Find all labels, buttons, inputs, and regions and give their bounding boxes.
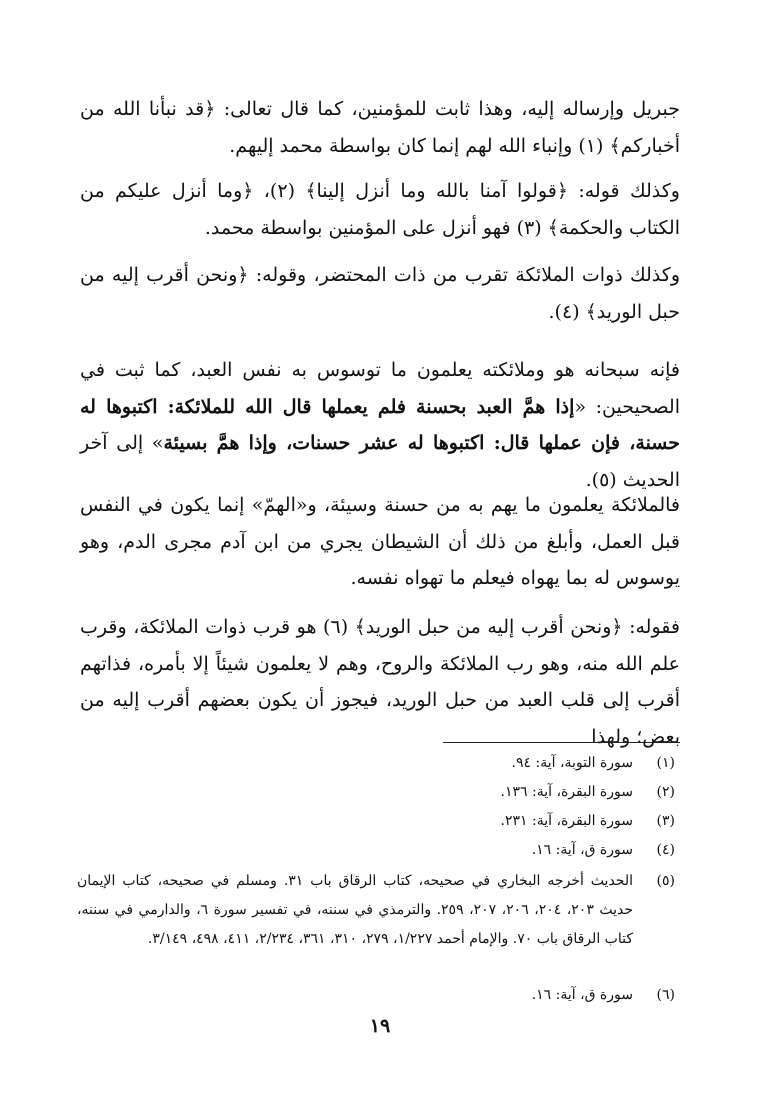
footnote-number: (٦)	[656, 987, 675, 1003]
paragraph-6-text: فقوله: ﴿ونحن أقرب إليه من حبل الوريد﴾ (٦) هو قرب ذوات الملائكة، وقرب علم الله منه، وهو رب الملائكة والروح، وهم لا يعلمون شيئاً إلا بأمره، فذاتهم أقرب إلى قلب العبد من حبل الوريد، فيجوز أن يكون بعضهم أقرب إليه من بعض؛ ولهذا	[80, 616, 680, 748]
footnote-6	[75, 981, 675, 1010]
page-number: ١٩	[369, 1015, 391, 1037]
paragraph-5-text: فالملائكة يعلمون ما يهم به من حسنة وسيئة، و«الهمّ» إنما يكون في النفس قبل العمل، وأبلغ من ذلك أن الشيطان يجري من ابن آدم مجرى الدم، وهو يوسوس له بما يهواه فيعلم ما تهواه نفسه.	[80, 494, 680, 589]
paragraph-6	[80, 609, 680, 755]
paragraph-3-text: وكذلك ذوات الملائكة تقرب من ذات المحتضر، وقوله: ﴿ونحن أقرب إليه من حبل الوريد﴾ (٤).	[80, 264, 680, 323]
footnote-number: (٥)	[656, 873, 675, 889]
paragraph-3	[80, 257, 680, 330]
footnote-text: الحديث أخرجه البخاري في صحيحه، كتاب الرقاق باب ٣١. ومسلم في صحيحه، كتاب الإيمان حديث ٢٠٣، ٢٠٤، ٢٠٦، ٢٠٧، ٢٥٩. والترمذي في سننه، في تفسير سورة ٦، والدارمي في سننه، كتاب الرقاق باب ٧٠. والإمام أحمد ١/٢٢٧، ٢٧٩، ٣١٠، ٣٦١، ٢/٢٣٤، ٤١١، ٤٩٨، ٣/١٤٩.	[77, 873, 633, 947]
footnote-2	[75, 778, 675, 807]
footnote-text: سورة التوبة، آية: ٩٤.	[511, 755, 633, 771]
footnote-number: (٤)	[656, 842, 675, 858]
footnote-text: سورة ق، آية: ١٦.	[531, 987, 633, 1003]
paragraph-1-text: جبريل وإرساله إليه، وهذا ثابت للمؤمنين، كما قال تعالى: ﴿قد نبأنا الله من أخباركم﴾ (١) وإنباء الله لهم إنما كان بواسطة محمد إليهم.	[80, 98, 680, 157]
footnote-text: سورة البقرة، آية: ٢٣١.	[500, 813, 633, 829]
footnote-number: (٣)	[656, 813, 675, 829]
footnote-4	[75, 836, 675, 865]
paragraph-4-tail: » إلى آخر الحديث (٥).	[80, 432, 680, 491]
footnote-divider	[443, 742, 680, 743]
footnote-5	[75, 867, 675, 954]
paragraph-1	[80, 91, 680, 164]
footnote-number: (٢)	[656, 784, 675, 800]
footnote-1	[75, 749, 675, 778]
paragraph-4	[80, 352, 680, 498]
paragraph-5	[80, 487, 680, 597]
paragraph-2-text: وكذلك قوله: ﴿قولوا آمنا بالله وما أنزل إلينا﴾ (٢)، ﴿وما أنزل عليكم من الكتاب والحكمة﴾ (٣) فهو أنزل على المؤمنين بواسطة محمد.	[80, 180, 680, 239]
footnote-text: سورة ق، آية: ١٦.	[531, 842, 633, 858]
paragraph-2	[80, 173, 680, 246]
footnote-text: سورة البقرة، آية: ١٣٦.	[500, 784, 633, 800]
paragraph-4-text: فإنه سبحانه هو وملائكته يعلمون ما توسوس به نفس العبد، كما ثبت في الصحيحين: «	[80, 359, 681, 418]
footnote-3	[75, 807, 675, 836]
footnote-number: (١)	[656, 755, 675, 771]
hadith-quote: إذا همَّ العبد بحسنة فلم يعملها قال الله للملائكة: اكتبوها له حسنة، فإن عملها قال: اكتبوها له عشر حسنات، وإذا همَّ بسيئة	[80, 395, 680, 454]
